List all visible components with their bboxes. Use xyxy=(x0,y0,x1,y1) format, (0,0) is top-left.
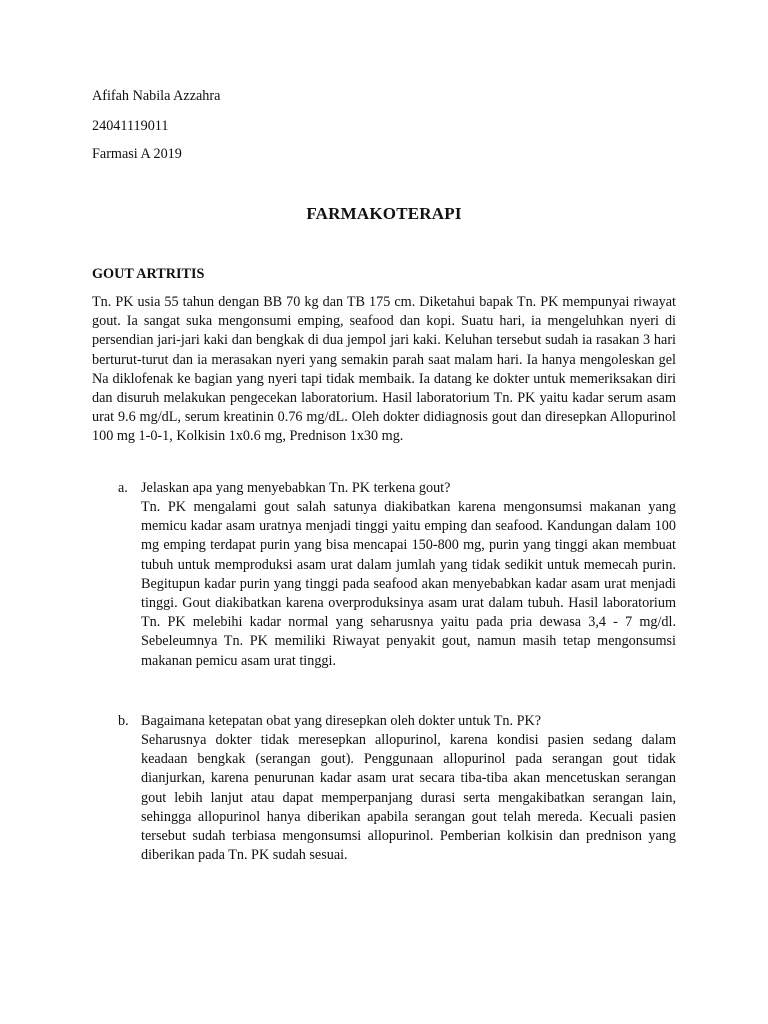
section-heading: GOUT ARTRITIS xyxy=(92,266,205,282)
answer-text: Tn. PK mengalami gout salah satunya diakibatkan karena mengonsumsi makanan yang memicu kadar asam uratnya menjadi tinggi yaitu emping dan seafood. Kandungan dalam 100 mg emping terdapat purin yang bisa mencapai 150-800 mg, purin yang tinggi akan membuat tubuh untuk memproduksi asam urat dalam jumlah yang tidak sedikit untuk memecah purin. Begitupun kadar purin yang tinggi pada seafood akan menyebabkan kadar asam urat menjadi tinggi. Gout diakibatkan karena overproduksinya asam urat dalam tubuh. Hasil laboratorium Tn. PK melebihi kadar normal yang seharusnya yaitu pada pria dewasa 3,4 - 7 mg/dl. Sebeleumnya Tn. PK memiliki Riwayat penyakit gout, namun masih tetap mengonsumsi makanan pemicu asam urat tinggi. xyxy=(141,499,676,669)
document-title: FARMAKOTERAPI xyxy=(306,204,462,223)
question-text: Bagaimana ketepatan obat yang diresepkan oleh dokter untuk Tn. PK? xyxy=(141,713,542,729)
author-name: Afifah Nabila Azzahra xyxy=(92,88,221,104)
question-marker: a. xyxy=(118,480,128,496)
student-id: 24041119011 xyxy=(92,118,169,134)
class-year: Farmasi A 2019 xyxy=(92,146,182,162)
question-text: Jelaskan apa yang menyebabkan Tn. PK terkena gout? xyxy=(141,480,451,496)
case-description: Tn. PK usia 55 tahun dengan BB 70 kg dan TB 175 cm. Diketahui bapak Tn. PK mempunyai riwayat gout. Ia sangat suka mengonsumi emping, seafood dan kopi. Suatu hari, ia mengeluhkan nyeri di persendian jari-jari kaki dan bengkak di dua jempol jari kaki. Keluhan tersebut sudah ia rasakan 3 hari berturut-turut dan ia merasakan nyeri yang semakin parah saat malam hari. Ia hanya mengoleskan gel Na diklofenak ke bagian yang nyeri tapi tidak membaik. Ia datang ke dokter untuk memeriksakan diri dan disuruh melakukan pengecekan laboratorium. Hasil laboratorium Tn. PK yaitu kadar serum asam urat 9.6 mg/dL, serum kreatinin 0.76 mg/dL. Oleh dokter didiagnosis gout dan diresepkan Allopurinol 100 mg 1-0-1, Kolkisin 1x0.6 mg, Prednison 1x30 mg. xyxy=(92,294,676,445)
answer-text: Seharusnya dokter tidak meresepkan allopurinol, karena kondisi pasien sedang dalam keadaan bengkak (serangan gout). Penggunaan allopurinol pada serangan gout tidak dianjurkan, karena penurunan kadar asam urat secara tiba-tiba akan mencetuskan serangan gout lebih lanjut atau dapat memperpanjang durasi serta mengakibatkan serangan lain, sehingga allopurinol hanya diberikan apabila serangan gout telah mereda. Kecuali pasien tersebut sudah terbiasa mengonsumsi allopurinol. Pemberian kolkisin dan prednison yang diberikan pada Tn. PK sudah sesuai. xyxy=(141,732,676,864)
question-marker: b. xyxy=(118,713,129,729)
